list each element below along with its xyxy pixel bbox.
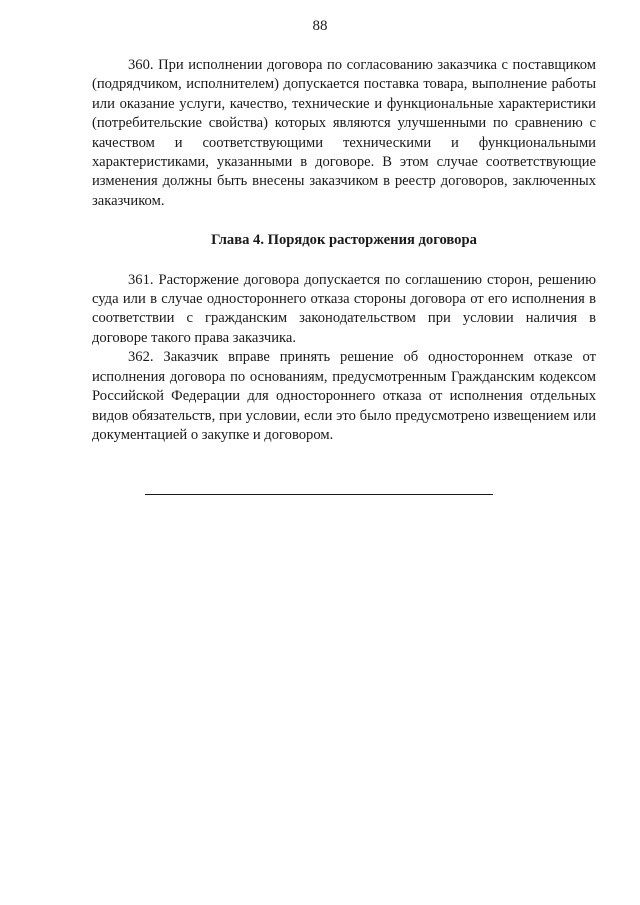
page-number: 88 [312,18,328,34]
paragraph-360: 360. При исполнении договора по согласованию заказчика с поставщиком (подрядчиком, исполнителем) допускается поставка товара, выполнение работы или оказание услуги, качество, технические и функциональные характеристики (потребительские свойства) которых являются улучшенными по сравнению с качеством и соответствующими техническими и функциональными характеристиками, указанными в договоре. В этом случае соответствующие изменения должны быть внесены заказчиком в реестр договоров, заключенных заказчиком. [92,57,596,209]
paragraph-362: 362. Заказчик вправе принять решение об одностороннем отказе от исполнения договора по основаниям, предусмотренным Гражданским кодексом Российской Федерации для одностороннего отказа от исполнения отдельных видов обязательств, при условии, если это было предусмотрено извещением или документацией о закупке и договором. [92,349,596,443]
chapter-title: Глава 4. Порядок расторжения договора [211,232,477,249]
document-body [92,56,596,445]
paragraph-361: 361. Расторжение договора допускается по соглашению сторон, решению суда или в случае одностороннего отказа стороны договора от его исполнения в соответствии с гражданским законодательством при условии наличия в договоре такого права заказчика. [92,271,596,346]
end-of-document-rule [145,494,493,495]
